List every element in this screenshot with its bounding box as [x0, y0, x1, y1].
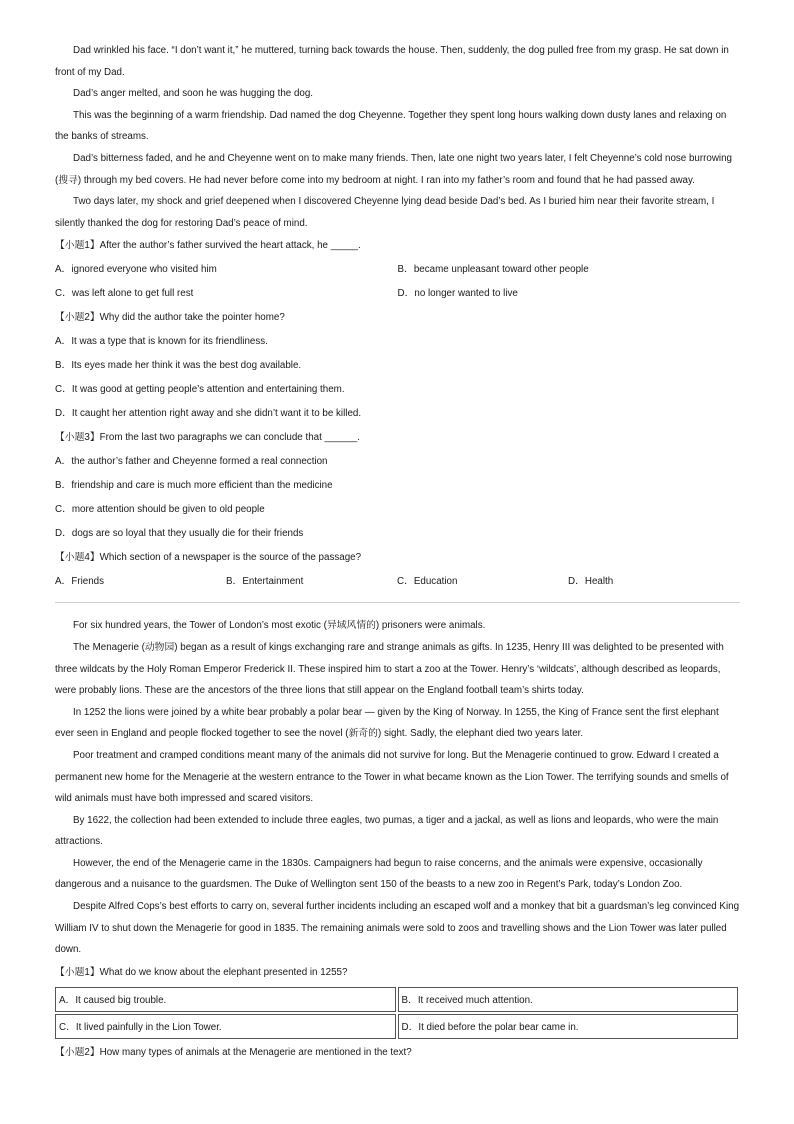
option-d: D．Health: [568, 576, 614, 588]
option-b: B．became unpleasant toward other people: [397, 264, 589, 276]
section-divider: [55, 602, 740, 603]
question-stem: 【小题1】What do we know about the elephant presented in 1255?: [55, 966, 348, 978]
question-stem: 【小题2】Why did the author take the pointer home?: [55, 312, 285, 324]
passage-paragraph: For six hundred years, the Tower of London’s most exotic (异域风情的) prisoners were animals.: [73, 620, 486, 632]
option-d: D．dogs are so loyal that they usually die for their friends: [55, 528, 304, 540]
passage-paragraph: Poor treatment and cramped conditions meant many of the animals did not survive for long. But the Menagerie continued to grow. Edward I created a permanent new home for the Menagerie at the western entrance to the Tower in what became known as the Lion Tower. The terrifying sounds and smells of wild animals must have both impressed and scared visitors.: [55, 749, 729, 805]
question-stem: 【小题3】From the last two paragraphs we can conclude that ______.: [55, 432, 360, 444]
option-b: B．Its eyes made her think it was the best dog available.: [55, 360, 302, 372]
question-stem: 【小题4】Which section of a newspaper is the source of the passage?: [55, 552, 362, 564]
question-stem: 【小题1】After the author’s father survived the heart attack, he _____.: [55, 240, 361, 252]
option-b: B．It received much attention.: [398, 987, 739, 1012]
passage-paragraph: In 1252 the lions were joined by a white bear probably a polar bear — given by the King of Norway. In 1255, the King of France sent the first elephant ever seen in England and people flocked together to see the novel (新奇的) sight. Sadly, the elephant died two years later.: [55, 706, 719, 740]
option-c: C．was left alone to get full rest: [55, 288, 194, 300]
option-d: D．no longer wanted to live: [397, 288, 518, 300]
passage-paragraph: Dad wrinkled his face. “I don’t want it,” he muttered, turning back towards the house. Then, suddenly, the dog pulled free from my grasp. He sat down in front of my Dad.: [55, 45, 729, 78]
option-a: A．It caused big trouble.: [55, 987, 396, 1012]
options-row: [55, 282, 740, 306]
passage-1: [55, 40, 740, 594]
question-4: [55, 546, 740, 594]
options-row: [55, 570, 740, 594]
option-c: C．It was good at getting people’s attention and entertaining them.: [55, 384, 345, 396]
passage-paragraph: However, the end of the Menagerie came in the 1830s. Campaigners had begun to raise concerns, and the animals were expensive, occasionally dangerous and a nuisance to the guardsmen. The Duke of Wellington sent 150 of the beasts to a new zoo in Regent’s Park, today’s London Zoo.: [55, 857, 703, 891]
option-a: A．It was a type that is known for its friendliness.: [55, 336, 268, 348]
question-stem: 【小题2】How many types of animals at the Menagerie are mentioned in the text?: [55, 1046, 412, 1058]
option-b: B．Entertainment: [226, 576, 304, 588]
question-1: [55, 234, 740, 306]
option-c: C．Education: [397, 576, 458, 588]
options-table: [53, 985, 740, 1041]
passage-paragraph: Despite Alfred Cops’s best efforts to carry on, several further incidents including an escaped wolf and a monkey that bit a guardsman’s leg convinced King William IV to shut down the Menagerie for good in 1835. The remaining animals were sold to zoos and travelling shows and the Lion Tower was later pulled down.: [55, 901, 740, 956]
passage-paragraph: Dad’s bitterness faded, and he and Cheyenne went on to make many friends. Then, late one night two years later, I felt Cheyenne’s cold nose burrowing (搜寻) through my bed covers. He had never before come into my bedroom at night. I ran into my father’s room and found that he had passed away.: [55, 152, 732, 186]
option-d: D．It died before the polar bear came in.: [398, 1014, 739, 1039]
option-a: A．the author’s father and Cheyenne formed a real connection: [55, 456, 328, 468]
option-c: C．more attention should be given to old people: [55, 504, 265, 516]
option-b: B．friendship and care is much more efficient than the medicine: [55, 480, 333, 492]
option-a: A．Friends: [55, 576, 104, 588]
passage-paragraph: This was the beginning of a warm friendship. Dad named the dog Cheyenne. Together they spent long hours walking down dusty lanes and relaxing on the banks of streams.: [55, 109, 727, 143]
question-3: [55, 426, 740, 546]
options-row: [55, 1014, 738, 1039]
options-row: [55, 987, 738, 1012]
passage-paragraph: The Menagerie (动物园) began as a result of kings exchanging rare and strange animals as gifts. In 1235, Henry III was delighted to be presented with three wildcats by the Holy Roman Emperor Frederick II. These inspired him to start a zoo at the Tower. Henry’s ‘wildcats’, although described as leopards, were probably lions. These are the ancestors of the three lions that still appear on the England football team’s shirts today.: [55, 641, 724, 697]
passage-paragraph: Dad’s anger melted, and soon he was hugging the dog.: [73, 88, 314, 100]
option-c: C．It lived painfully in the Lion Tower.: [55, 1014, 396, 1039]
question-1: [55, 961, 740, 1041]
passage-paragraph: By 1622, the collection had been extended to include three eagles, two pumas, a tiger and a jackal, as well as lions and leopards, who were the main attractions.: [55, 814, 719, 848]
question-2: [55, 1041, 740, 1065]
question-2: [55, 306, 740, 426]
passage-paragraph: Two days later, my shock and grief deepened when I discovered Cheyenne lying dead beside Dad’s bed. As I buried him near their favorite stream, I silently thanked the dog for restoring Dad’s peace of mind.: [55, 196, 715, 229]
options-row: [55, 258, 740, 282]
worksheet-page: [55, 40, 740, 1065]
option-a: A．ignored everyone who visited him: [55, 264, 217, 276]
passage-2: [55, 615, 740, 1065]
option-d: D．It caught her attention right away and she didn’t want it to be killed.: [55, 408, 362, 420]
